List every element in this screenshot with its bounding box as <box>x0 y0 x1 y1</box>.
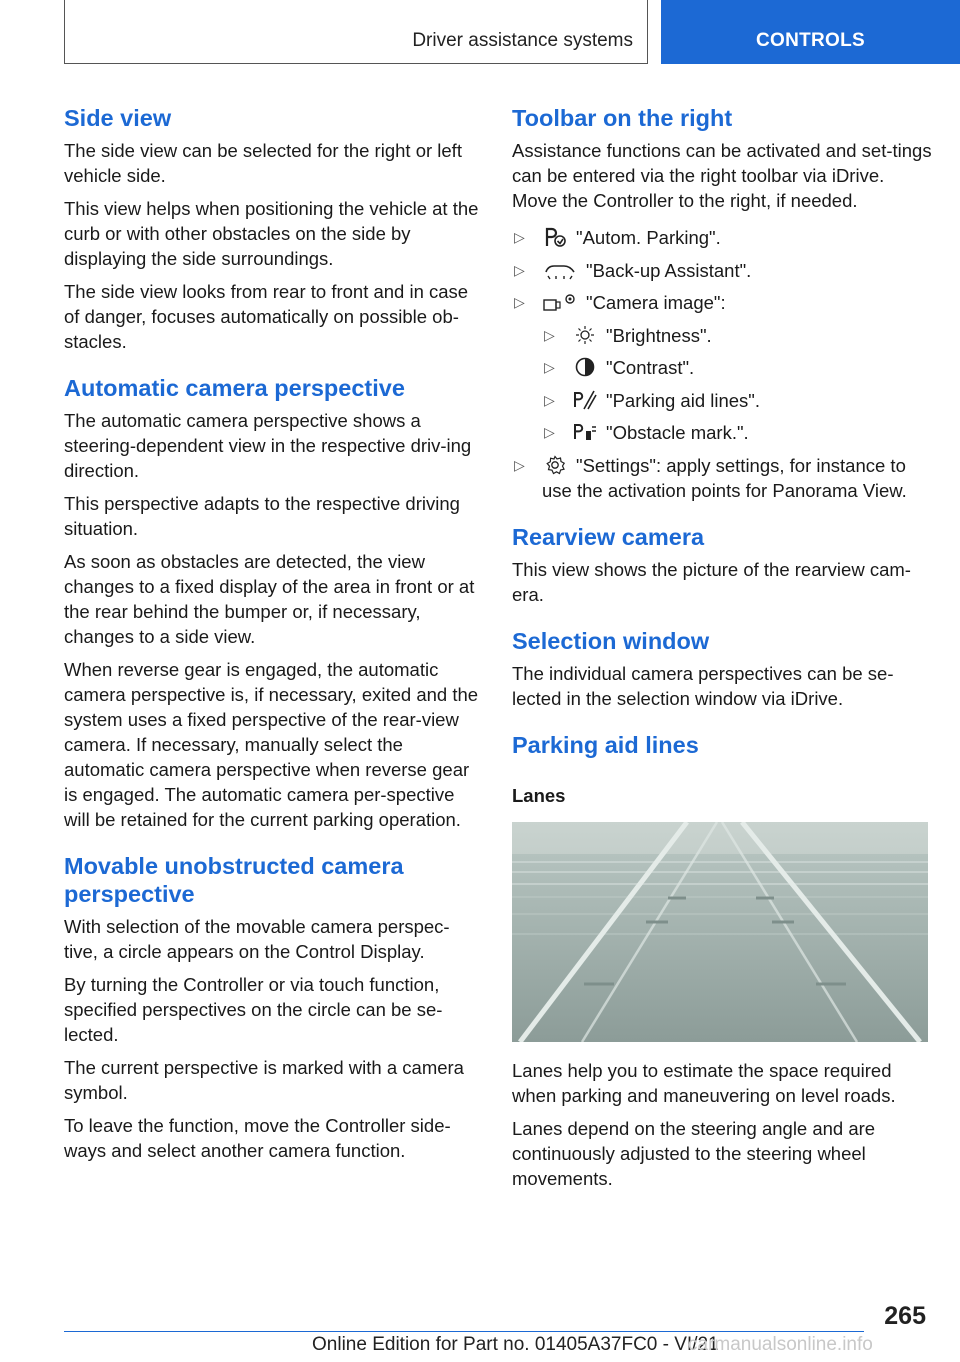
footer-divider <box>64 1331 864 1332</box>
lanes-paragraph-1: Lanes help you to estimate the space required when parking and maneuvering on level roads. <box>512 1059 896 1106</box>
bullet-triangle-icon: ▷ <box>514 229 525 245</box>
brightness-icon <box>572 324 598 346</box>
auto-perspective-paragraph-3: As soon as obstacles are detected, the view changes to a fixed display of the area in front or at the rear behind the bumper or, if necessary, changes to a side view. <box>64 551 475 647</box>
right-column <box>512 104 932 1199</box>
bullet-triangle-icon: ▷ <box>514 261 525 278</box>
item-label: "Contrast". <box>606 357 695 378</box>
lanes-paragraph-2: Lanes depend on the steering angle and are continuously adjusted to the steering wheel movements. <box>512 1117 876 1189</box>
side-view-paragraph-2: This view helps when positioning the vehicle at the curb or with other obstacles on the side by displaying the side surroundings. <box>64 198 479 269</box>
lanes-subheading: Lanes <box>512 784 566 806</box>
item-label: "Camera image": <box>586 292 726 313</box>
side-view-heading: Side view <box>64 105 172 131</box>
parking-aid-lines-heading: Parking aid lines <box>512 731 699 758</box>
bullet-triangle-icon: ▷ <box>544 391 555 408</box>
item-label: "Obstacle mark.". <box>606 422 749 443</box>
autom-parking-icon <box>542 226 568 248</box>
selection-window-paragraph: The individual camera perspectives can be se‐lected in the selection window via iDrive. <box>512 662 894 709</box>
auto-perspective-heading: Automatic camera perspective <box>64 375 405 401</box>
bullet-triangle-icon: ▷ <box>544 424 555 440</box>
contrast-icon <box>572 356 598 378</box>
header-chapter-label: CONTROLS <box>755 30 865 51</box>
item-label: "Back-up Assistant". <box>586 259 752 281</box>
rearview-heading: Rearview camera <box>512 523 705 550</box>
side-view-paragraph-1: The side view can be selected for the right or left vehicle side. <box>64 140 462 186</box>
watermark: carmanualsonline.info <box>688 1334 873 1355</box>
header-chapter-tab[interactable] <box>661 0 960 64</box>
item-label: "Settings": apply settings, for instance to use the activation points for Panorama View. <box>542 454 907 501</box>
list-item <box>512 225 932 250</box>
parking-aid-lines-icon <box>572 389 598 411</box>
obstacle-mark-icon <box>572 421 598 443</box>
left-column <box>64 104 482 1171</box>
back-up-assistant-icon <box>542 259 578 281</box>
movable-perspective-heading: Movable unobstructed camera perspective <box>64 853 404 907</box>
list-item <box>512 323 932 348</box>
list-item <box>512 453 932 503</box>
auto-perspective-paragraph-2: This perspective adapts to the respective driving situation. <box>64 493 460 539</box>
list-item <box>512 420 932 445</box>
selection-window-heading: Selection window <box>512 627 710 654</box>
movable-paragraph-1: With selection of the movable camera perspec‐tive, a circle appears on the Control Display. <box>64 916 450 962</box>
header-section-title: Driver assistance systems <box>412 30 633 51</box>
list-item <box>512 388 932 413</box>
movable-paragraph-4: To leave the function, move the Controller side‐ways and select another camera function. <box>64 1115 451 1161</box>
toolbar-item-list <box>512 225 932 503</box>
rearview-paragraph: This view shows the picture of the rearview cam‐era. <box>512 558 911 605</box>
bullet-triangle-icon: ▷ <box>514 294 525 310</box>
camera-image-icon <box>542 291 578 313</box>
bullet-triangle-icon: ▷ <box>544 359 555 375</box>
auto-perspective-paragraph-4: When reverse gear is engaged, the automatic camera perspective is, if necessary, exited and the system uses a fixed perspective of the rear‐view camera. If necessary, manually select the automatic camera perspective when reverse gear is engaged. The automatic camera per‐spective will be retained for the current parking operation. <box>64 659 479 830</box>
movable-paragraph-3: The current perspective is marked with a camera symbol. <box>64 1057 464 1103</box>
movable-paragraph-2: By turning the Controller or via touch function, specified perspectives on the circle can be se‐lected. <box>64 974 443 1045</box>
page-number: 265 <box>884 1302 926 1330</box>
bullet-triangle-icon: ▷ <box>514 456 525 473</box>
list-item <box>512 355 932 380</box>
lanes-illustration <box>512 822 928 1042</box>
item-label: "Brightness". <box>606 324 712 346</box>
item-label: "Autom. Parking". <box>576 227 721 248</box>
list-item <box>512 258 932 283</box>
list-item <box>512 290 932 315</box>
auto-perspective-paragraph-1: The automatic camera perspective shows a steering-dependent view in the respective driv‐ing direction. <box>64 410 472 481</box>
header-section-box <box>64 0 648 64</box>
bullet-triangle-icon: ▷ <box>544 326 555 343</box>
side-view-paragraph-3: The side view looks from rear to front and in case of danger, focuses automatically on possible ob‐stacles. <box>64 281 469 352</box>
toolbar-heading: Toolbar on the right <box>512 105 733 131</box>
footer-edition: Online Edition for Part no. 01405A37FC0 - VI/21 <box>312 1334 719 1355</box>
settings-gear-icon <box>542 454 568 476</box>
toolbar-paragraph: Assistance functions can be activated and set‐tings can be entered via the right toolbar via iDrive. Move the Controller to the right, if needed. <box>512 140 932 211</box>
item-label: "Parking aid lines". <box>606 389 761 411</box>
